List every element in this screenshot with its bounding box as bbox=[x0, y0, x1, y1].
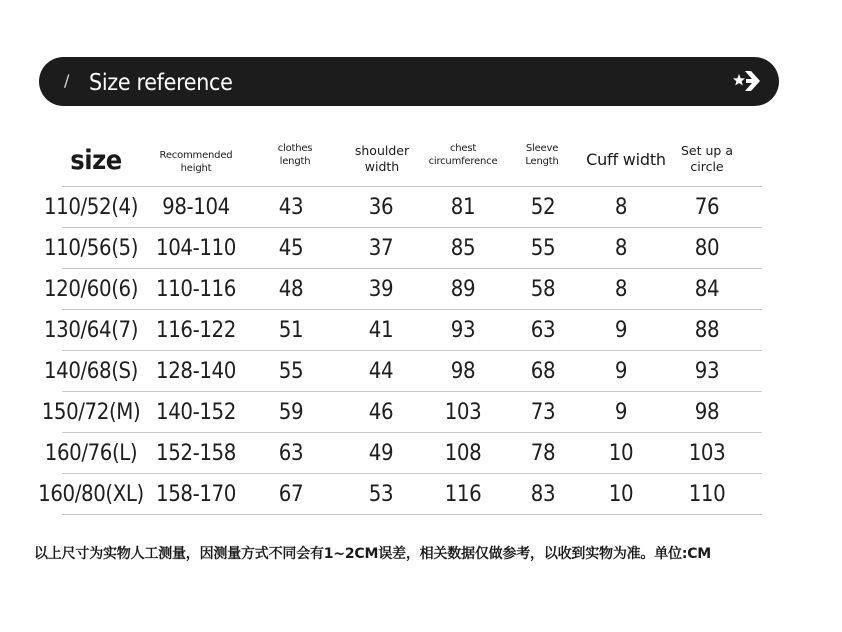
cell-cuff-width: 9 bbox=[614, 400, 628, 425]
cell-cuff-width: 10 bbox=[608, 441, 634, 466]
banner-slash: / bbox=[64, 71, 70, 90]
cell-size: 160/80(XL) bbox=[38, 482, 144, 507]
row-divider bbox=[62, 268, 762, 269]
row-divider bbox=[62, 391, 762, 392]
cell-sleeve-length: 58 bbox=[530, 277, 556, 302]
cell-height: 158-170 bbox=[156, 482, 236, 507]
cell-circle: 84 bbox=[694, 277, 720, 302]
cell-height: 110-116 bbox=[156, 277, 236, 302]
cell-cuff-width: 9 bbox=[614, 318, 628, 343]
cell-size: 150/72(M) bbox=[41, 400, 141, 425]
header-set-up-a-circle: Set up a circle bbox=[681, 143, 733, 174]
cell-chest: 116 bbox=[444, 482, 482, 507]
cell-sleeve-length: 63 bbox=[530, 318, 556, 343]
banner-title: Size reference bbox=[89, 70, 233, 96]
cell-shoulder-width: 37 bbox=[368, 236, 394, 261]
cell-circle: 110 bbox=[688, 482, 726, 507]
footnote: 以上尺寸为实物人工测量，因测量方式不同会有1~2CM误差，相关数据仅做参考，以收到实物为准。单位:CM bbox=[34, 546, 712, 562]
cell-shoulder-width: 39 bbox=[368, 277, 394, 302]
cell-height: 128-140 bbox=[156, 359, 236, 384]
cell-size: 130/64(7) bbox=[43, 318, 139, 343]
header-cuff-width: Cuff width bbox=[586, 150, 666, 169]
cell-cuff-width: 10 bbox=[608, 482, 634, 507]
cell-circle: 103 bbox=[688, 441, 726, 466]
cell-size: 110/52(4) bbox=[43, 195, 139, 220]
cell-chest: 108 bbox=[444, 441, 482, 466]
cell-height: 104-110 bbox=[156, 236, 236, 261]
cell-cuff-width: 8 bbox=[614, 236, 628, 261]
cell-clothes-length: 63 bbox=[278, 441, 304, 466]
cell-cuff-width: 9 bbox=[614, 359, 628, 384]
header-recommended-height: Recommended height bbox=[159, 150, 233, 174]
cell-clothes-length: 48 bbox=[278, 277, 304, 302]
cell-chest: 89 bbox=[450, 277, 476, 302]
cell-circle: 76 bbox=[694, 195, 720, 220]
cell-size: 110/56(5) bbox=[43, 236, 139, 261]
header-chest-circumference: chest circumference bbox=[428, 143, 498, 167]
cell-sleeve-length: 83 bbox=[530, 482, 556, 507]
cell-sleeve-length: 68 bbox=[530, 359, 556, 384]
cell-shoulder-width: 53 bbox=[368, 482, 394, 507]
cell-shoulder-width: 44 bbox=[368, 359, 394, 384]
cell-circle: 88 bbox=[694, 318, 720, 343]
header-shoulder-width: shoulder width bbox=[354, 143, 410, 174]
header-sleeve-length: Sleeve Length bbox=[525, 143, 559, 167]
row-divider bbox=[62, 186, 762, 187]
cell-height: 152-158 bbox=[156, 441, 236, 466]
cell-chest: 93 bbox=[450, 318, 476, 343]
cell-cuff-width: 8 bbox=[614, 277, 628, 302]
cell-chest: 103 bbox=[444, 400, 482, 425]
row-divider bbox=[62, 473, 762, 474]
cell-sleeve-length: 73 bbox=[530, 400, 556, 425]
row-divider bbox=[62, 227, 762, 228]
row-divider bbox=[62, 350, 762, 351]
cell-shoulder-width: 36 bbox=[368, 195, 394, 220]
cell-shoulder-width: 46 bbox=[368, 400, 394, 425]
cell-shoulder-width: 49 bbox=[368, 441, 394, 466]
row-divider bbox=[62, 514, 762, 515]
star-arrow-icon bbox=[731, 67, 763, 95]
cell-size: 140/68(S) bbox=[43, 359, 139, 384]
cell-height: 98-104 bbox=[162, 195, 230, 220]
cell-circle: 98 bbox=[694, 400, 720, 425]
cell-size: 160/76(L) bbox=[44, 441, 138, 466]
cell-clothes-length: 59 bbox=[278, 400, 304, 425]
header-size: size bbox=[70, 145, 122, 176]
cell-clothes-length: 43 bbox=[278, 195, 304, 220]
cell-cuff-width: 8 bbox=[614, 195, 628, 220]
cell-clothes-length: 45 bbox=[278, 236, 304, 261]
cell-clothes-length: 67 bbox=[278, 482, 304, 507]
cell-height: 140-152 bbox=[156, 400, 236, 425]
cell-shoulder-width: 41 bbox=[368, 318, 394, 343]
row-divider bbox=[62, 432, 762, 433]
cell-height: 116-122 bbox=[156, 318, 236, 343]
cell-sleeve-length: 52 bbox=[530, 195, 556, 220]
cell-chest: 81 bbox=[450, 195, 476, 220]
cell-chest: 85 bbox=[450, 236, 476, 261]
cell-clothes-length: 55 bbox=[278, 359, 304, 384]
row-divider bbox=[62, 309, 762, 310]
cell-sleeve-length: 55 bbox=[530, 236, 556, 261]
cell-circle: 80 bbox=[694, 236, 720, 261]
cell-chest: 98 bbox=[450, 359, 476, 384]
cell-circle: 93 bbox=[694, 359, 720, 384]
cell-clothes-length: 51 bbox=[278, 318, 304, 343]
header-clothes-length: clothes length bbox=[277, 143, 313, 167]
cell-sleeve-length: 78 bbox=[530, 441, 556, 466]
cell-size: 120/60(6) bbox=[43, 277, 139, 302]
